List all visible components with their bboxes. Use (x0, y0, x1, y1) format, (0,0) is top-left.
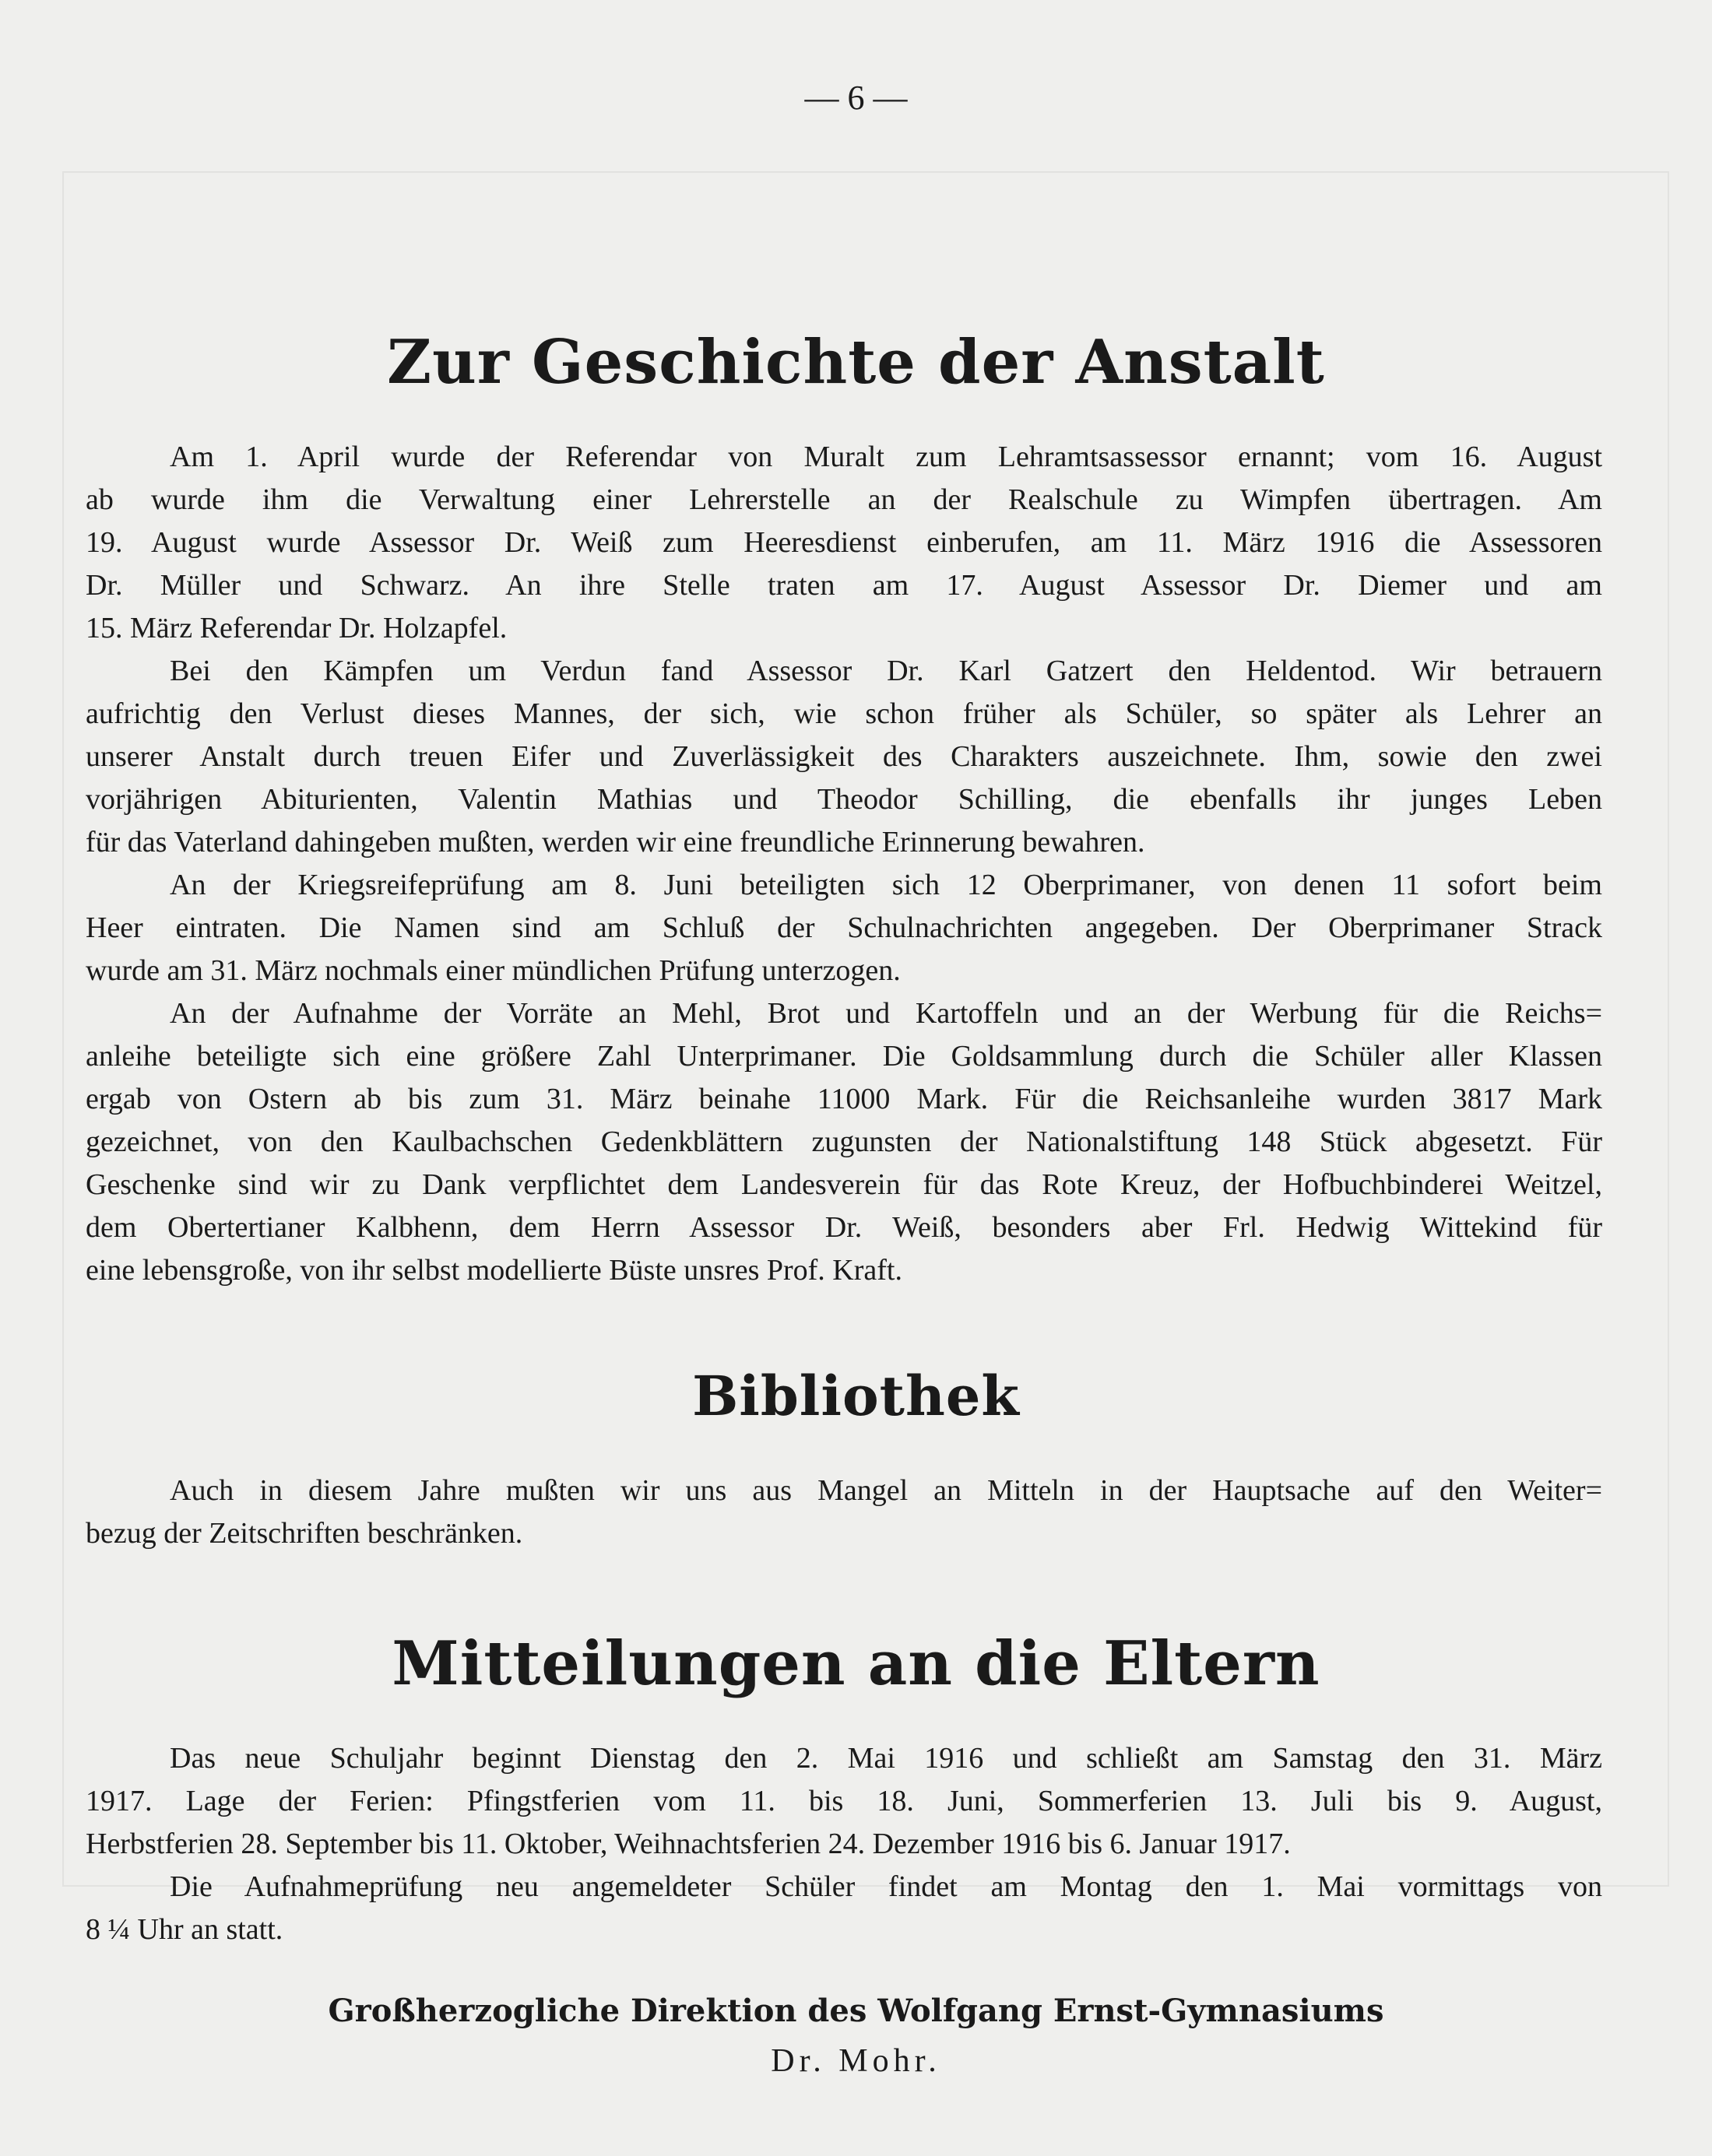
page-number: — 6 — (804, 79, 908, 117)
text-line: 1917. Lage der Ferien: Pfingstferien vom 11. bis 18. Juni, Sommerferien 13. Juli bis 9. August, (86, 1785, 1602, 1817)
text-line: Bei den Kämpfen um Verdun fand Assessor Dr. Karl Gatzert den Heldentod. Wir betrauern (170, 655, 1602, 687)
paragraph (86, 864, 1602, 992)
text-line: anleihe beteiligte sich eine größere Zahl Unterprimaner. Die Goldsammlung durch die Schüler aller Klassen (86, 1040, 1602, 1073)
paragraph (86, 1737, 1602, 1866)
paragraph (86, 992, 1602, 1292)
text-line: 19. August wurde Assessor Dr. Weiß zum Heeresdienst einberufen, am 11. März 1916 die Assessoren (86, 526, 1602, 559)
section-heading-bibliothek: Bibliothek (692, 1364, 1020, 1428)
text-line: unserer Anstalt durch treuen Eifer und Zuverlässigkeit des Charakters auszeichnete. Ihm, sowie den zwei (86, 740, 1602, 773)
text-line: ergab von Ostern ab bis zum 31. März beinahe 11000 Mark. Für die Reichsanleihe wurden 3817 Mark (86, 1083, 1602, 1115)
text-line: vorjährigen Abiturienten, Valentin Mathias und Theodor Schilling, die ebenfalls ihr junges Leben (86, 783, 1602, 816)
text-line: Am 1. April wurde der Referendar von Muralt zum Lehramtsassessor ernannt; vom 16. August (170, 441, 1602, 473)
text-line: 8 ¼ Uhr an statt. (86, 1913, 283, 1946)
text-line: Auch in diesem Jahre mußten wir uns aus Mangel an Mitteln in der Hauptsache auf den Weiter= (170, 1474, 1602, 1507)
text-line: Heer eintraten. Die Namen sind am Schluß der Schulnachrichten angegeben. Der Oberprimaner Strack (86, 911, 1602, 944)
text-line: für das Vaterland dahingeben mußten, werden wir eine freundliche Erinnerung bewahren. (86, 826, 1145, 859)
section-heading-geschichte: Zur Geschichte der Anstalt (387, 327, 1325, 398)
signature-name: Dr. Mohr. (771, 2043, 941, 2079)
text-line: Herbstferien 28. September bis 11. Oktober, Weihnachtsferien 24. Dezember 1916 bis 6. Januar 1917. (86, 1828, 1291, 1860)
text-line: bezug der Zeitschriften beschränken. (86, 1517, 523, 1550)
text-line: eine lebensgroße, von ihr selbst modellierte Büste unsres Prof. Kraft. (86, 1254, 902, 1287)
text-line: An der Aufnahme der Vorräte an Mehl, Brot und Kartoffeln und an der Werbung für die Reichs= (170, 997, 1602, 1030)
text-line: wurde am 31. März nochmals einer mündlichen Prüfung unterzogen. (86, 954, 901, 987)
text-line: ab wurde ihm die Verwaltung einer Lehrerstelle an der Realschule zu Wimpfen übertragen. Am (86, 483, 1602, 516)
signature-institution: Großherzogliche Direktion des Wolfgang Ernst-Gymnasiums (328, 1993, 1384, 2029)
text-line: Geschenke sind wir zu Dank verpflichtet dem Landesverein für das Rote Kreuz, der Hofbuchbinderei Weitzel, (86, 1168, 1602, 1201)
section-heading-mitteilungen: Mitteilungen an die Eltern (392, 1628, 1320, 1699)
section-body-bibliothek (86, 1470, 1602, 1555)
text-line: Das neue Schuljahr beginnt Dienstag den 2. Mai 1916 und schließt am Samstag den 31. März (170, 1742, 1602, 1775)
section-body-geschichte (86, 436, 1602, 1292)
text-line: dem Obertertianer Kalbhenn, dem Herrn Assessor Dr. Weiß, besonders aber Frl. Hedwig Wittekind für (86, 1211, 1602, 1244)
paragraph (86, 436, 1602, 650)
paragraph (86, 1866, 1602, 1951)
text-line: Die Aufnahmeprüfung neu angemeldeter Schüler findet am Montag den 1. Mai vormittags von (170, 1870, 1602, 1903)
text-line: An der Kriegsreifeprüfung am 8. Juni beteiligten sich 12 Oberprimaner, von denen 11 sofort beim (170, 869, 1602, 901)
paragraph (86, 1470, 1602, 1555)
text-line: Dr. Müller und Schwarz. An ihre Stelle traten am 17. August Assessor Dr. Diemer und am (86, 569, 1602, 602)
text-line: 15. März Referendar Dr. Holzapfel. (86, 612, 508, 644)
section-body-mitteilungen (86, 1737, 1602, 1951)
paragraph (86, 650, 1602, 864)
text-line: aufrichtig den Verlust dieses Mannes, der sich, wie schon früher als Schüler, so später als Lehrer an (86, 697, 1602, 730)
text-line: gezeichnet, von den Kaulbachschen Gedenkblättern zugunsten der Nationalstiftung 148 Stück abgesetzt. Für (86, 1125, 1602, 1158)
